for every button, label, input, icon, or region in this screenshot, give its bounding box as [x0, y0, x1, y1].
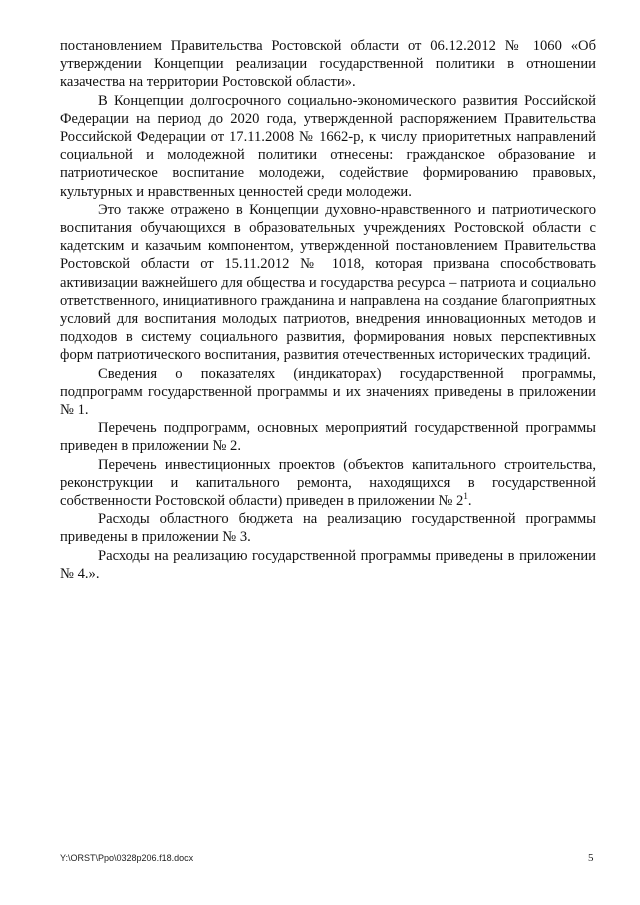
- paragraph-subprograms-appendix: Перечень подпрограмм, основных мероприятий государственной программы приведен в приложении № 2.: [60, 420, 596, 455]
- investment-text: Перечень инвестиционных проектов (объектов капитального строительства, реконструкции и капитального ремонта, находящихся в государственной собственности Ростовской области) приведен в приложении № 2: [60, 456, 596, 510]
- footnote-mark: 1: [463, 491, 468, 502]
- paragraph-patriotic-education-concept: Это также отражено в Концепции духовно-нравственного и патриотического воспитания обучающихся в образовательных учреждениях Ростовской области с кадетским и казачьим компонентом, утвержденной постановлением Правительства Ростовской области от 15.11.2012 № 1018, которая призвана способствовать активизации важнейшего для общества и государства ресурса – патриота и социально ответственного, инициативного гражданина и направлена на создание благоприятных условий для воспитания молодых патриотов, внедрения инновационных методов и подходов в систему социального развития, формирования новых перспективных форм патриотического воспитания, развития отечественных исторических традиций.: [60, 201, 596, 364]
- paragraph-indicators-appendix: Сведения о показателях (индикаторах) государственной программы, подпрограмм государственной программы и их значениях приведены в приложении № 1.: [60, 365, 596, 419]
- paragraph-resolution-reference: постановлением Правительства Ростовской области от 06.12.2012 № 1060 «Об утверждении Концепции реализации государственной политики в отношении казачества на территории Ростовской области».: [60, 38, 596, 91]
- footer-file-path: Y:\ORST\Ppo\0328p206.f18.docx: [60, 853, 194, 863]
- investment-tail: .: [467, 493, 472, 510]
- paragraph-regional-budget-expenses: Расходы областного бюджета на реализацию государственной программы приведены в приложении № 3.: [60, 511, 596, 546]
- paragraph-long-term-concept: В Концепции долгосрочного социально-экономического развития Российской Федерации на период до 2020 года, утвержденной распоряжением Правительства Российской Федерации от 17.11.2008 № 1662-р, к числу приоритетных направлений социальной и молодежной политики отнесены: гражданское образование и патриотическое воспитание молодежи, содействие формированию правовых, культурных и нравственных ценностей среди молодежи.: [60, 92, 596, 200]
- paragraph-investment-projects: [60, 456, 596, 511]
- paragraph-program-expenses: Расходы на реализацию государственной программы приведены в приложении № 4.».: [60, 547, 596, 582]
- footer-page-number: 5: [588, 852, 594, 864]
- document-body: [60, 37, 596, 583]
